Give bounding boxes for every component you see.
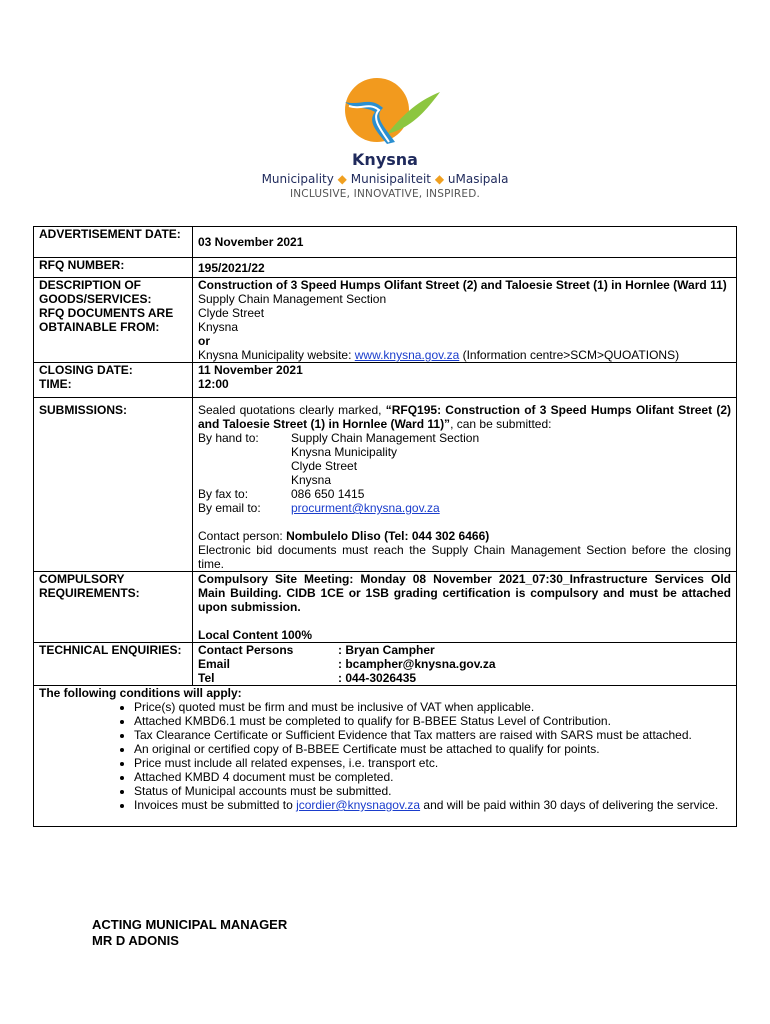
closing-value [193,363,737,398]
brand-sub-munisipaliteit: Munisipaliteit [350,172,431,186]
compulsory-value: Compulsory Site Meeting: Monday 08 November 2021_07:30_Infrastructure Services Old Main Building. CIDB 1CE or 1SB grading certification is compulsory and must be attached upon submission. [198,572,731,614]
submissions-intro: Sealed quotations clearly marked, “RFQ195: Construction of 3 Speed Humps Olifant Street (2) and Taloesie Street (1) in Hornlee (Ward 11)”, can be submitted: [198,403,731,431]
diamond-separator-icon: ◆ [434,172,445,186]
by-email: By email to: procurment@knysna.gov.za [198,501,440,515]
brand-subtitle [0,172,770,186]
row-advertisement-date [34,227,737,258]
diamond-separator-icon: ◆ [337,172,347,186]
row-submissions [34,398,737,572]
signature-title: ACTING MUNICIPAL MANAGER [92,917,288,932]
condition-item: • Tax Clearance Certificate or Sufficient Evidence that Tax matters are raised with SARS must be attached. [134,728,731,742]
docs-or: or [198,334,210,348]
submissions-label: SUBMISSIONS: [34,398,193,572]
by-hand: By hand to: Supply Chain Management Section [198,431,480,445]
conditions-cell [34,686,737,827]
condition-item: • Price(s) quoted must be firm and must be inclusive of VAT when applicable. [134,700,731,714]
condition-item: • Status of Municipal accounts must be submitted. [134,784,731,798]
local-content: Local Content 100% [198,628,313,642]
rfq-number-label: RFQ NUMBER: [34,258,193,278]
brand-sub-umasipala: uMasipala [447,172,509,186]
docs-website-line: Knysna Municipality website: www.knysna.gov.za (Information centre>SCM>QUOATIONS) [198,348,680,362]
contact-person: Contact person: Nombulelo Dliso (Tel: 044 302 6466) [198,529,490,543]
rfq-notice-table [33,226,737,827]
closing-time: 12:00 [198,377,229,391]
docs-line-2: Clyde Street [198,306,265,320]
signature-block [92,917,287,949]
documents-label: RFQ DOCUMENTS ARE OBTAINABLE FROM: [39,306,174,334]
row-technical [34,643,737,686]
brand-sub-municipality: Municipality [261,172,334,186]
invoice-email-link[interactable]: jcordier@knysnagov.za [296,798,421,812]
row-description [34,278,737,363]
brand-tagline: INCLUSIVE, INNOVATIVE, INSPIRED. [289,188,481,200]
description-value: Construction of 3 Speed Humps Olifant Street (2) and Taloesie Street (1) in Hornlee (Ward 11) [198,278,727,292]
row-rfq-number [34,258,737,278]
condition-item: • Price must include all related expenses, i.e. transport etc. [134,756,731,770]
conditions-heading: The following conditions will apply: [39,686,242,700]
technical-label: TECHNICAL ENQUIRIES: [34,643,193,686]
by-fax: By fax to: 086 650 1415 [198,487,365,501]
electronic-note: Electronic bid documents must reach the Supply Chain Management Section before the closing time. [198,543,731,571]
technical-cell: Contact Persons : Bryan Campher Email : bcampher@knysna.gov.za Tel : 044-3026435 [193,643,737,686]
row-closing [34,363,737,398]
description-label: DESCRIPTION OF GOODS/SERVICES: RFQ DOCUMENTS ARE OBTAINABLE FROM: [34,278,193,363]
compulsory-cell [193,572,737,643]
compulsory-label: COMPULSORY REQUIREMENTS: [34,572,193,643]
closing-date: 11 November 2021 [198,363,303,377]
procurement-email-link[interactable]: procurment@knysna.gov.za [291,501,440,515]
docs-line-3: Knysna [198,320,239,334]
rfq-number-value: 195/2021/22 [193,258,737,278]
municipality-logo [0,72,770,200]
conditions-list [39,700,731,812]
description-cell [193,278,737,363]
row-compulsory [34,572,737,643]
submissions-cell: Sealed quotations clearly marked, “RFQ195: Construction of 3 Speed Humps Olifant Street (2) and Taloesie Street (1) in Hornlee (Ward 11)”, can be submitted: By hand to: Supply Chain Management Section Knysna Municipality Clyde Street Knysna By fax to: 086 650 1415 By email to: procurment@knysna.gov.za Contact person: Nombulelo Dliso (Tel: 044 302 6466) Electronic bid documents must reach the Supply Chain Management Section before the closing time. [193,398,737,572]
brand-name: Knysna [352,150,418,169]
docs-line-1: Supply Chain Management Section [198,292,387,306]
closing-label: CLOSING DATE: TIME: [34,363,193,398]
condition-item: • Attached KMBD 4 document must be completed. [134,770,731,784]
knysna-emblem-icon [325,72,445,148]
condition-item: • Attached KMBD6.1 must be completed to qualify for B-BBEE Status Level of Contribution. [134,714,731,728]
row-conditions [34,686,737,827]
advertisement-date-value: 03 November 2021 [193,227,737,258]
signature-name: MR D ADONIS [92,933,179,948]
condition-item: • An original or certified copy of B-BBEE Certificate must be attached to qualify for points. [134,742,731,756]
advertisement-date-label: ADVERTISEMENT DATE: [34,227,193,258]
website-link[interactable]: www.knysna.gov.za [354,348,460,362]
condition-item-invoices: • Invoices must be submitted to jcordier@knysnagov.za and will be paid within 30 days of delivering the service. [134,798,731,812]
